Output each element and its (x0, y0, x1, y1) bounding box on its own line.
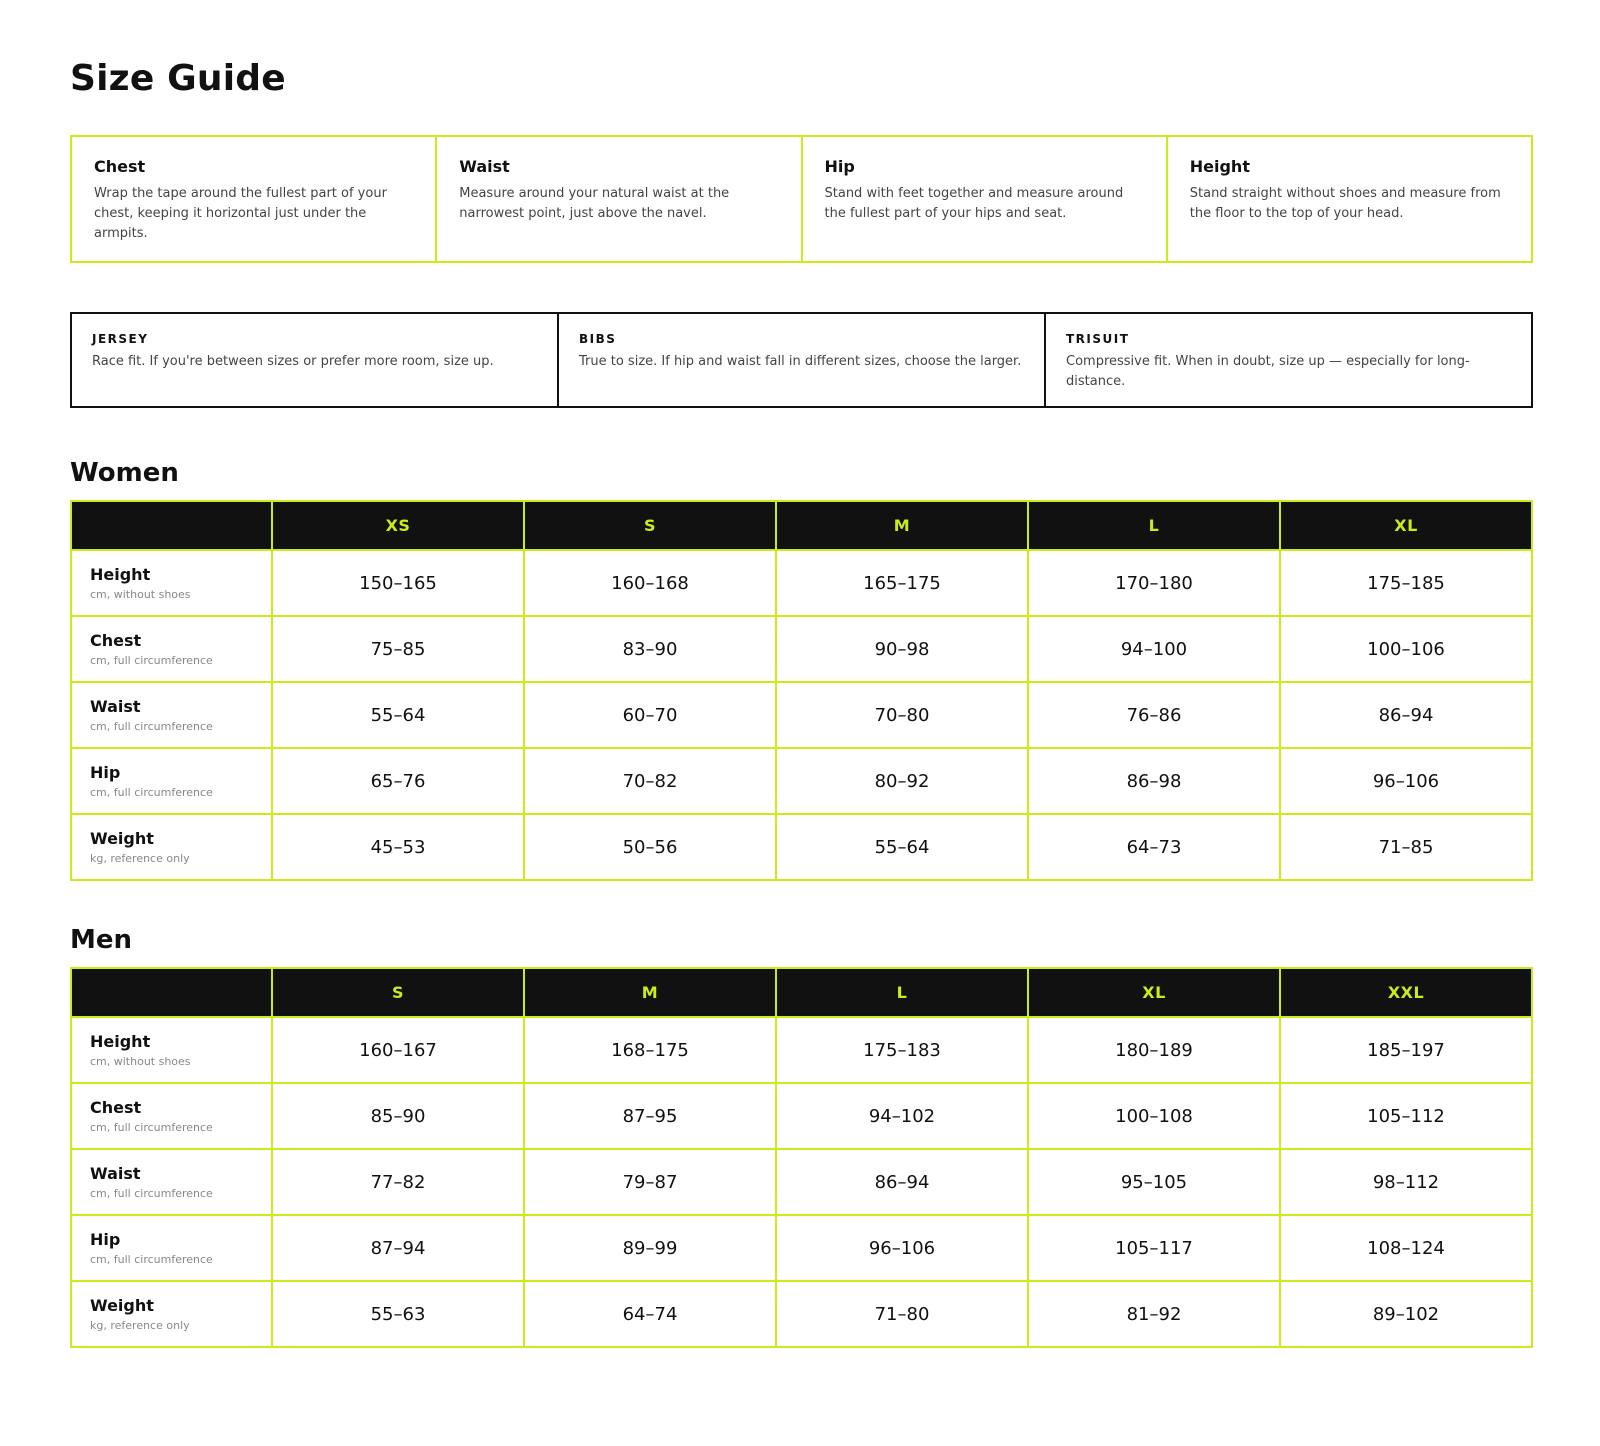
size-value-cell: 85–90 (272, 1083, 524, 1149)
size-value-cell: 105–117 (1028, 1215, 1280, 1281)
row-label-cell (71, 1149, 272, 1215)
size-value-cell: 71–80 (776, 1281, 1028, 1347)
size-value-cell: 55–63 (272, 1281, 524, 1347)
row-label-cell (71, 1083, 272, 1149)
row-name: Hip (90, 763, 121, 782)
size-value-cell: 105–112 (1280, 1083, 1532, 1149)
fit-desc: Compressive fit. When in doubt, size up — especially for long-distance. (1066, 354, 1470, 389)
size-value-cell: 64–74 (524, 1281, 776, 1347)
measure-card-chest (72, 137, 437, 261)
women-size-table (70, 500, 1533, 881)
fit-title: JERSEY (92, 332, 149, 346)
size-value-cell: 70–80 (776, 682, 1028, 748)
fit-card-bibs (559, 314, 1046, 406)
row-name: Weight (90, 1296, 154, 1315)
size-value-cell: 175–183 (776, 1017, 1028, 1083)
row-name: Weight (90, 829, 154, 848)
measure-title: Height (1189, 157, 1250, 176)
size-value-cell: 64–73 (1028, 814, 1280, 880)
measure-title: Hip (824, 157, 855, 176)
measure-desc: Wrap the tape around the fullest part of your chest, keeping it horizontal just under the armpits. (94, 186, 387, 241)
size-value-cell: 108–124 (1280, 1215, 1532, 1281)
fit-desc: True to size. If hip and waist fall in different sizes, choose the larger. (579, 354, 1022, 369)
size-value-cell: 89–102 (1280, 1281, 1532, 1347)
table-row (71, 682, 1532, 748)
row-label-cell (71, 616, 272, 682)
row-label-cell (71, 748, 272, 814)
size-value-cell: 87–95 (524, 1083, 776, 1149)
table-row (71, 1083, 1532, 1149)
size-value-cell: 90–98 (776, 616, 1028, 682)
size-value-cell: 45–53 (272, 814, 524, 880)
size-value-cell: 75–85 (272, 616, 524, 682)
size-value-cell: 95–105 (1028, 1149, 1280, 1215)
size-value-cell: 86–94 (1280, 682, 1532, 748)
size-value-cell: 70–82 (524, 748, 776, 814)
size-value-cell: 180–189 (1028, 1017, 1280, 1083)
row-name: Chest (90, 1098, 142, 1117)
size-value-cell: 71–85 (1280, 814, 1532, 880)
size-header: S (524, 501, 776, 550)
fit-title: TRISUIT (1066, 332, 1130, 346)
header-corner-cell (71, 968, 272, 1017)
measure-desc: Stand with feet together and measure around the fullest part of your hips and seat. (824, 186, 1124, 221)
size-header: XL (1028, 968, 1280, 1017)
row-label-cell (71, 814, 272, 880)
size-header: XS (272, 501, 524, 550)
row-name: Waist (90, 697, 141, 716)
fit-card-trisuit (1046, 314, 1531, 406)
table-row (71, 1215, 1532, 1281)
row-label-cell (71, 1017, 272, 1083)
measurement-guide (70, 135, 1533, 263)
row-unit-note: cm, full circumference (90, 654, 213, 667)
size-value-cell: 100–108 (1028, 1083, 1280, 1149)
table-row (71, 1017, 1532, 1083)
row-label-cell (71, 550, 272, 616)
size-value-cell: 55–64 (776, 814, 1028, 880)
size-value-cell: 168–175 (524, 1017, 776, 1083)
table-row (71, 814, 1532, 880)
measure-title: Chest (94, 157, 146, 176)
size-header: M (776, 501, 1028, 550)
size-value-cell: 50–56 (524, 814, 776, 880)
table-header-row (71, 968, 1532, 1017)
size-value-cell: 160–168 (524, 550, 776, 616)
table-row (71, 1281, 1532, 1347)
size-value-cell: 165–175 (776, 550, 1028, 616)
size-value-cell: 160–167 (272, 1017, 524, 1083)
size-header: L (1028, 501, 1280, 550)
row-unit-note: cm, full circumference (90, 720, 213, 733)
size-header: S (272, 968, 524, 1017)
size-value-cell: 87–94 (272, 1215, 524, 1281)
table-row (71, 1149, 1532, 1215)
size-value-cell: 96–106 (1280, 748, 1532, 814)
row-unit-note: cm, without shoes (90, 588, 191, 601)
size-value-cell: 94–100 (1028, 616, 1280, 682)
measure-card-hip (803, 137, 1168, 261)
row-unit-note: cm, full circumference (90, 1187, 213, 1200)
row-unit-note: kg, reference only (90, 852, 190, 865)
size-value-cell: 150–165 (272, 550, 524, 616)
size-header: XXL (1280, 968, 1532, 1017)
measure-title: Waist (459, 157, 510, 176)
measure-card-height (1168, 137, 1531, 261)
row-unit-note: cm, full circumference (90, 1253, 213, 1266)
row-name: Chest (90, 631, 142, 650)
row-unit-note: cm, full circumference (90, 1121, 213, 1134)
size-value-cell: 86–98 (1028, 748, 1280, 814)
women-section-title: Women (70, 458, 179, 488)
size-value-cell: 100–106 (1280, 616, 1532, 682)
size-value-cell: 170–180 (1028, 550, 1280, 616)
size-value-cell: 76–86 (1028, 682, 1280, 748)
row-name: Hip (90, 1230, 121, 1249)
row-label-cell (71, 1215, 272, 1281)
row-unit-note: cm, without shoes (90, 1055, 191, 1068)
header-corner-cell (71, 501, 272, 550)
measure-desc: Stand straight without shoes and measure from the floor to the top of your head. (1189, 186, 1501, 221)
table-row (71, 748, 1532, 814)
fit-notes (70, 312, 1533, 408)
row-name: Waist (90, 1164, 141, 1183)
row-unit-note: kg, reference only (90, 1319, 190, 1332)
size-value-cell: 86–94 (776, 1149, 1028, 1215)
size-value-cell: 77–82 (272, 1149, 524, 1215)
size-value-cell: 81–92 (1028, 1281, 1280, 1347)
row-name: Height (90, 565, 151, 584)
fit-title: BIBS (579, 332, 617, 346)
size-value-cell: 96–106 (776, 1215, 1028, 1281)
size-value-cell: 94–102 (776, 1083, 1028, 1149)
size-header: L (776, 968, 1028, 1017)
size-value-cell: 175–185 (1280, 550, 1532, 616)
size-value-cell: 89–99 (524, 1215, 776, 1281)
table-header-row (71, 501, 1532, 550)
men-size-table (70, 967, 1533, 1348)
row-label-cell (71, 682, 272, 748)
table-row (71, 550, 1532, 616)
fit-card-jersey (72, 314, 559, 406)
row-unit-note: cm, full circumference (90, 786, 213, 799)
size-value-cell: 185–197 (1280, 1017, 1532, 1083)
row-name: Height (90, 1032, 151, 1051)
table-row (71, 616, 1532, 682)
size-value-cell: 60–70 (524, 682, 776, 748)
size-value-cell: 65–76 (272, 748, 524, 814)
fit-desc: Race fit. If you're between sizes or prefer more room, size up. (92, 354, 494, 369)
size-value-cell: 98–112 (1280, 1149, 1532, 1215)
size-value-cell: 55–64 (272, 682, 524, 748)
row-label-cell (71, 1281, 272, 1347)
size-value-cell: 83–90 (524, 616, 776, 682)
measure-desc: Measure around your natural waist at the narrowest point, just above the navel. (459, 186, 730, 221)
men-section-title: Men (70, 925, 133, 955)
size-header: M (524, 968, 776, 1017)
measure-card-waist (437, 137, 802, 261)
size-value-cell: 79–87 (524, 1149, 776, 1215)
page-title: Size Guide (70, 58, 286, 99)
size-header: XL (1280, 501, 1532, 550)
size-value-cell: 80–92 (776, 748, 1028, 814)
